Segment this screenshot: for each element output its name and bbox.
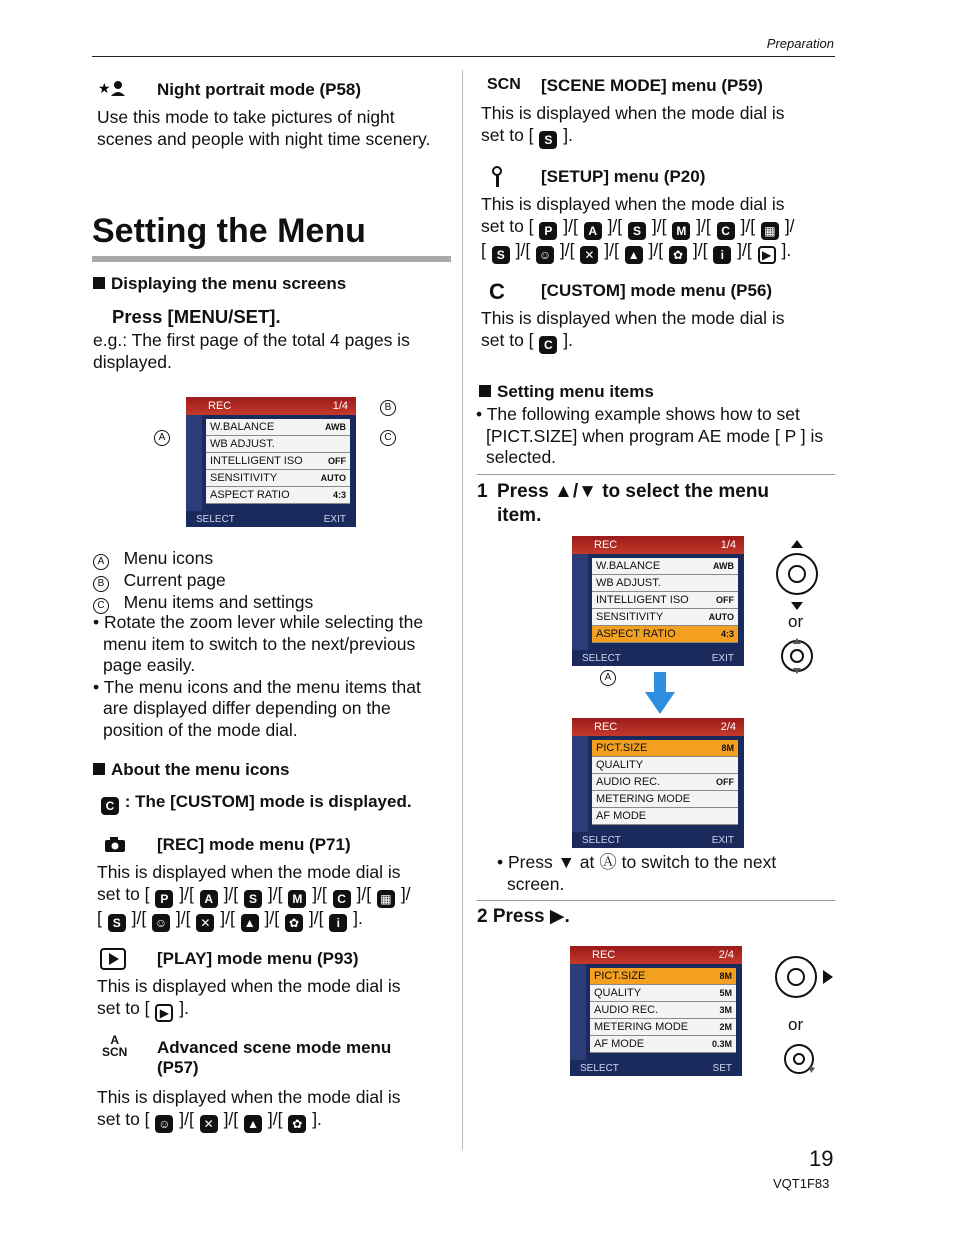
or-label: or: [788, 612, 804, 631]
list-item: • The menu icons and the menu items that are displayed differ depending on the position of the mode dial.: [93, 676, 421, 740]
lcd-screen-3: REC 2/4 PICT.SIZE 8M QUALITY 5M AUDIO REC. 3M METERING MODE 2M AF MODE 0.3M SELECT SET: [570, 946, 742, 1076]
lcd-row: AUDIO REC. 3M: [590, 1002, 736, 1019]
tips-list: [93, 612, 448, 741]
step-2: 2 Press ▶.: [477, 906, 570, 927]
lcd-row: W.BALANCE AWB: [592, 558, 738, 575]
doc-code: VQT1F83: [773, 1176, 830, 1191]
rec-menu-text: This is displayed when the mode dial is set to [ P ]/[ A ]/[ S ]/[ M ]/[ C ]/[ ▦ ]/ [ S ]/[ ☺ ]/[ ✕ ]/[ ▲ ]/[ ✿ ]/[ i ].: [97, 862, 411, 930]
lcd-row: INTELLIGENT ISO OFF: [206, 453, 350, 470]
play-menu-title: [PLAY] mode menu (P93): [157, 949, 359, 968]
cursor-buttons-icon: [773, 538, 821, 619]
custom-menu-text: This is displayed when the mode dial is set to [ C ].: [481, 308, 785, 352]
lcd-row: ASPECT RATIO 4:3: [206, 487, 350, 504]
rec-menu-title: [REC] mode menu (P71): [157, 835, 351, 854]
lcd-select-label: SELECT: [196, 513, 235, 525]
setup-menu-title: [SETUP] menu (P20): [541, 167, 706, 186]
custom-mode-icon: C: [101, 797, 119, 815]
lcd-exit-label: EXIT: [323, 513, 346, 525]
lcd-row: SENSITIVITY AUTO: [592, 609, 738, 626]
night-portrait-title: Night portrait mode (P58): [157, 80, 362, 99]
lcd-row: WB ADJUST.: [592, 575, 738, 592]
square-bullet-icon: [93, 277, 105, 289]
square-bullet-icon: [479, 385, 491, 397]
lcd-row-selected: PICT.SIZE 8M: [590, 968, 736, 985]
zoom-lever-icon: [783, 1042, 817, 1081]
advanced-scene-title: Advanced scene mode menu (P57): [157, 1038, 392, 1077]
advanced-scene-icon: A SCN: [102, 1033, 128, 1059]
lcd-row: QUALITY: [592, 757, 738, 774]
setting-items-bullet: • The following example shows how to set [PICT.SIZE] when program AE mode [ P ] is selected.: [476, 404, 824, 467]
callout-b: B: [380, 400, 396, 416]
title-underline: [92, 256, 451, 262]
callout-c: C: [380, 430, 396, 446]
display-menu-heading: Displaying the menu screens: [93, 274, 346, 294]
scene-mode-icon: SCN: [487, 76, 521, 93]
page-title: Setting the Menu: [92, 212, 366, 250]
play-icon: [100, 948, 126, 975]
advanced-scene-text: This is displayed when the mode dial is set to [ ☺ ]/[ ✕ ]/[ ▲ ]/[ ✿ ].: [97, 1087, 401, 1131]
callout-a: A: [600, 670, 616, 686]
night-portrait-text: Use this mode to take pictures of night scenes and people with night time scenery.: [97, 107, 431, 149]
top-rule: [92, 56, 835, 57]
list-item: • Rotate the zoom lever while selecting the menu item to switch to the next/previous page easily.: [93, 612, 424, 675]
page-number: 19: [809, 1146, 834, 1171]
setting-items-heading: Setting menu items: [479, 382, 654, 402]
lcd-screen-2: REC 2/4 PICT.SIZE 8M QUALITY AUDIO REC. OFF METERING MODE AF MODE SELECT EXIT: [572, 718, 744, 848]
column-divider: [462, 70, 463, 1150]
divider: [477, 474, 835, 475]
legend-list: A Menu icons B Current page C Menu items and settings: [93, 548, 313, 614]
camera-icon: [104, 836, 126, 857]
scene-menu-title: [SCENE MODE] menu (P59): [541, 76, 763, 95]
lcd-page-label: 1/4: [332, 400, 348, 412]
section-tag: Preparation: [766, 36, 834, 51]
lcd-small-screen: [186, 397, 356, 527]
wrench-icon: [489, 166, 509, 193]
down-arrow-icon: [645, 672, 675, 719]
lcd-menu-icons: [186, 415, 202, 511]
lcd-row: AF MODE 0.3M: [590, 1036, 736, 1053]
custom-mode-line: C : The [CUSTOM] mode is displayed.: [100, 792, 412, 815]
play-menu-text: This is displayed when the mode dial is set to [ ▶ ].: [97, 976, 401, 1020]
lcd-screen-1: REC 1/4 W.BALANCE AWB WB ADJUST. INTELLIGENT ISO OFF SENSITIVITY AUTO ASPECT RATIO 4:3 SELECT EXIT: [572, 536, 744, 666]
square-bullet-icon: [93, 763, 105, 775]
lcd-rec-label: REC: [208, 400, 232, 412]
lcd-row: QUALITY 5M: [590, 985, 736, 1002]
svg-text:★: ★: [98, 80, 111, 96]
about-icons-heading: About the menu icons: [93, 760, 290, 780]
lcd-row: INTELLIGENT ISO OFF: [592, 592, 738, 609]
lcd-row: METERING MODE 2M: [590, 1019, 736, 1036]
or-label: or: [788, 1015, 804, 1034]
lcd-row: SENSITIVITY AUTO: [206, 470, 350, 487]
step-1: 1 Press ▲/▼ to select the menu item.: [477, 481, 770, 526]
lcd-row-selected: PICT.SIZE 8M: [592, 740, 738, 757]
example-text: e.g.: The first page of the total 4 pages is displayed.: [93, 330, 410, 372]
step1-note: • Press ▼ at Ⓐ to switch to the next screen.: [497, 852, 777, 894]
zoom-lever-icon: [780, 636, 814, 681]
night-portrait-icon: [98, 80, 126, 101]
lcd-row: WB ADJUST.: [206, 436, 350, 453]
custom-c-icon: C: [489, 279, 505, 304]
lcd-row: W.BALANCE AWB: [206, 419, 350, 436]
lcd-row: METERING MODE: [592, 791, 738, 808]
scene-menu-text: This is displayed when the mode dial is set to [ S ].: [481, 103, 785, 147]
divider: [477, 900, 835, 901]
cursor-right-icon: [773, 954, 835, 1005]
press-menu-set: Press [MENU/SET].: [112, 306, 281, 327]
custom-menu-title: [CUSTOM] mode menu (P56): [541, 281, 773, 300]
callout-a: A: [154, 430, 170, 446]
lcd-row: AF MODE: [592, 808, 738, 825]
lcd-row: AUDIO REC. OFF: [592, 774, 738, 791]
setup-menu-text: This is displayed when the mode dial is set to [ P ]/[ A ]/[ S ]/[ M ]/[ C ]/[ ▦ ]/ [ S ]/[ ☺ ]/[ ✕ ]/[ ▲ ]/[ ✿ ]/[ i ]/[ ▶ ].: [481, 194, 795, 262]
lcd-row-selected: ASPECT RATIO 4:3: [592, 626, 738, 643]
